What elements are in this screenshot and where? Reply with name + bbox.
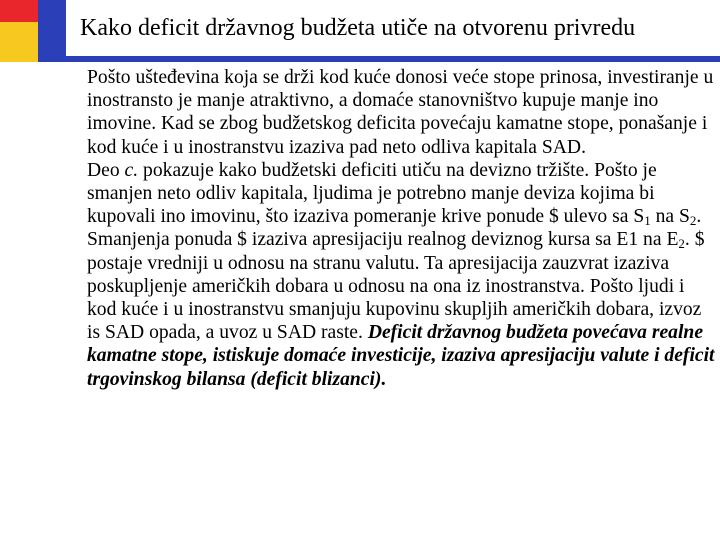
conclusion-text: Deficit državnog budžeta povećava realne kamatne stope, istiskuje domaće investicije, izaziva apresijaciju valute i deficit trgovinskog bilansa (deficit blizanci). bbox=[87, 322, 715, 390]
p2-text-5: . $ postaje vredniji u odnosu na stranu valutu. Ta apresijacija zauzvrat izaziva poskupljenje američkih dobara u odnosu na ona iz inostranstva. Pošto ljudi i kod kuće i u inostranstvu smanjuju kupovinu skupljih američkih dobara, izvoz is SAD opada, a uvoz u SAD raste. bbox=[87, 229, 705, 344]
accent-blue-vertical-bar bbox=[38, 0, 66, 62]
p2-text-3: na S bbox=[650, 206, 690, 228]
paragraph-1: Pošto ušteđevina koja se drži kod kuće donosi veće stope prinosa, investiranje u inostransto je manje atraktivno, a domaće stanovništvo kupuje manje ino imovine. Kad se zbog budžetskog deficita povećaju kamatne stope, ponašanje i kod kuće i u inostranstvu izaziva pad neto odliva kapitala SAD. bbox=[87, 67, 714, 158]
subscript-1: 1 bbox=[644, 213, 651, 229]
paragraph-2 bbox=[87, 159, 717, 391]
slide-body bbox=[87, 66, 717, 391]
accent-yellow-block bbox=[0, 22, 38, 62]
p2-part-label: c. bbox=[124, 159, 139, 181]
p2-text-2: pokazuje kako budžetski deficiti utiču na devizno tržište. Pošto je smanjen neto odliv kapitala, ljudima je potrebno manje deviza kojima bi kupovali ino imovinu, što izaziva pomeranje krive ponude $ ulevo sa S bbox=[87, 159, 657, 228]
p2-text-1: Deo bbox=[87, 159, 125, 181]
subscript-2: 2 bbox=[689, 213, 697, 229]
accent-red-block bbox=[0, 0, 38, 22]
p2-text-4: . Smanjenja ponuda $ izaziva apresijaciju realnog deviznog kursa sa E1 na E bbox=[87, 206, 702, 251]
slide-title: Kako deficit državnog budžeta utiče na otvorenu privredu bbox=[80, 15, 636, 41]
subscript-3: 2 bbox=[678, 236, 685, 252]
accent-blue-horizontal-bar bbox=[38, 56, 720, 62]
